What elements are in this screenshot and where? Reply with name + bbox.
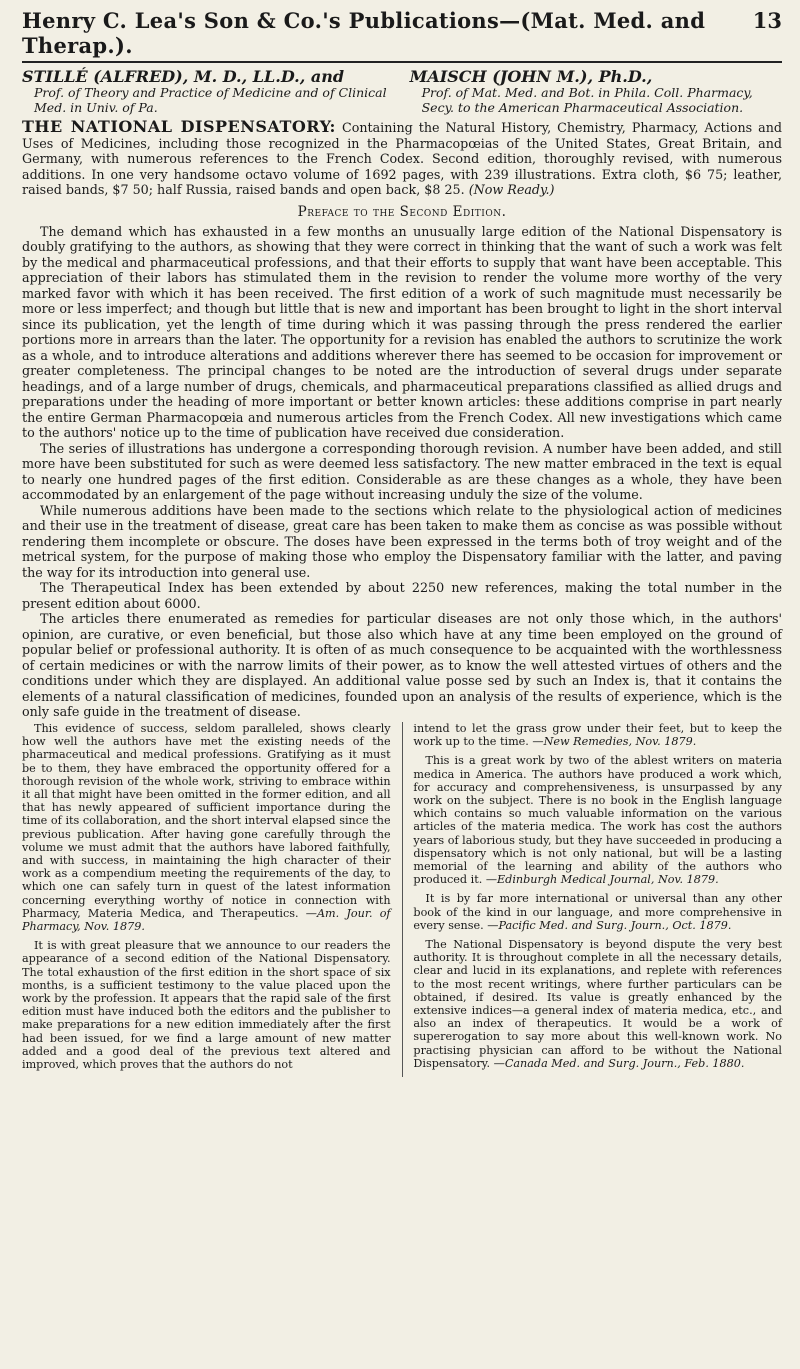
review-source: —Pacific Med. and Surg. Journ., Oct. 1879. [487,918,732,932]
author-stille [22,69,394,115]
author-credentials: Prof. of Mat. Med. and Bot. in Phila. Coll. Pharmacy, Secy. to the American Pharmaceutical Association. [421,85,753,115]
review-quote [22,939,391,1071]
author-name: MAISCH (JOHN M.), Ph.D., [409,67,653,86]
author-name: STILLÉ (ALFRED), M. D., LL.D., and [22,67,345,86]
review-quote [413,892,782,932]
preface-paragraph: While numerous additions have been made to the sections which relate to the physiological action of medicines and their use in the treatment of disease, great care has been taken to make them as concise as was possible without rendering them incomplete or obscure. The doses have been expressed in the terms both of troy weight and of the metrical system, for the purpose of making those who employ the Dispensatory familiar with the latter, and paving the way for its introduction into general use. [22,502,782,580]
preface-paragraph: The demand which has exhausted in a few months an unusually large edition of the National Dispensatory is doubly gratifying to the authors, as showing that they were correct in thinking that the want of such a work was felt by the medical and pharmaceutical professions, and that their efforts to supply that want have been acceptable. This appreciation of their labors has stimulated them in the revision to render the volume more worthy of the very marked favor with which it has been received. The first edition of a work of such magnitude must necessarily be more or less imperfect; and though but little that is new and important has been brought to light in the short interval since its publication, yet the length of time during which it was passing through the press rendered the earlier portions more in arrears than the later. The opportunity for a revision has enabled the authors to scrutinize the work as a whole, and to introduce alterations and additions wherever there has seemed to be occasion for improvement or greater completeness. The principal changes to be noted are the introduction of several drugs under separate headings, and of a large number of drugs, chemicals, and pharmaceutical preparations classified as allied drugs and preparations under the heading of more important or better known articles: these additions comprise in part nearly the entire German Pharmacopœia and numerous articles from the French Codex. All new investigations which came to the authors' notice up to the time of publication have received due consideration. [22,223,782,441]
review-text: The National Dispensatory is beyond dispute the very best authority. It is throughout complete in all the necessary details, clear and lucid in its explanations, and replete with references to the most recent writings, where further particulars can be obtained, if desired. Its value is greatly enhanced by the extensive indices—a general index of materia medica, etc., and also an index of therapeutics. It would be a work of supererogation to say more about this well-known work. No practising physician can afford to be without the National Dispensatory. [413,938,782,1070]
review-quote [413,754,782,886]
book-status: (Now Ready.) [468,182,555,198]
publisher-heading: Henry C. Lea's Son & Co.'s Publications—(Mat. Med. and Therap.). [22,8,706,58]
review-source: —Canada Med. and Surg. Journ., Feb. 1880. [493,1056,745,1070]
authors-block [22,69,782,115]
reviews-right-column [413,722,782,1077]
review-text: It is by far more international or universal than any other book of the kind in our language, and more comprehensive in every sense. [413,892,782,932]
author-credentials: Prof. of Theory and Practice of Medicine and of Clinical Med. in Univ. of Pa. [34,85,387,115]
book-listing [22,119,782,198]
column-divider [402,722,403,1077]
page-header [22,8,782,63]
page-number: 13 [752,8,782,33]
preface-paragraph: The Therapeutical Index has been extended by about 2250 new references, making the total number in the present edition about 6000. [22,580,782,611]
book-description: Containing the Natural History, Chemistry, Pharmacy, Actions and Uses of Medicines, including those recognized in the Pharmacopœias of the United States, Great Britain, and Germany, with numerous references to the French Codex. Second edition, thoroughly revised, with numerous additions. In one very handsome octavo volume of 1692 pages, with 239 illustrations. Extra cloth, $6 75; leather, raised bands, $7 50; half Russia, raised bands and open back, $8 25. [22,120,782,198]
reviews-columns [22,722,782,1077]
reviews-left-column [22,722,391,1077]
review-quote [413,722,782,748]
review-text: It is with great pleasure that we announce to our readers the appearance of a second edition of the National Dispensatory. The total exhaustion of the first edition in the short space of six months, is a sufficient testimony to the value placed upon the work by the profession. It appears that the rapid sale of the first edition must have induced both the editors and the publisher to make preparations for a new edition immediately after the first had been issued, for we find a large amount of new matter added and a good deal of the previous text altered and improved, which proves that the authors do not [22,939,391,1072]
review-quote [22,722,391,933]
review-text: This is a great work by two of the ablest writers on materia medica in America. The authors have produced a work which, for accuracy and comprehensiveness, is unsurpassed by any work on the subject. There is no book in the English language which contains so much valuable information on the various articles of the materia medica. The work has cost the authors years of laborious study, but they have succeeded in producing a dispensatory which is not only national, but will be a lasting memorial of the learning and ability of the authors who produced it. [413,754,782,887]
review-source: —Am. Jour. of Pharmacy, Nov. 1879. [22,906,391,934]
preface-paragraph: The series of illustrations has undergone a corresponding thorough revision. A number have been added, and still more have been substituted for such as were deemed less satisfactory. The new matter embraced in the text is equal to nearly one hundred pages of the first edition. Considerable as are these changes as a whole, they have been accommodated by an enlargement of the page without increasing unduly the size of the volume. [22,440,782,503]
review-quote [413,938,782,1070]
preface-body [22,224,782,720]
review-text: This evidence of success, seldom paralleled, shows clearly how well the authors have met the existing needs of the pharmaceutical and medical professions. Gratifying as it must be to them, they have embraced the opportunity offered for a thorough revision of the whole work, striving to embrace within it all that might have been omitted in the former edition, and all that has newly appeared of sufficient importance during the time of its collaboration, and the short interval elapsed since the previous publication. After having gone carefully through the volume we must admit that the authors have labored faithfully, and with success, in maintaining the high character of their work as a compendium meeting the requirements of the day, to which one can safely turn in quest of the latest information concerning everything worthy of notice in connection with Pharmacy, Materia Medica, and Therapeutics. [22,721,391,920]
review-source: —Edinburgh Medical Journal, Nov. 1879. [485,873,719,887]
review-text: intend to let the grass grow under their feet, but to keep the work up to the time. [413,721,782,749]
book-title: THE NATIONAL DISPENSATORY: [22,117,336,136]
preface-title: Preface to the Second Edition. [297,203,507,220]
preface-paragraph: The articles there enumerated as remedies for particular diseases are not only those which, in the authors' opinion, are curative, or even beneficial, but those also which have at any time been employed on the ground of popular belief or professional authority. It is often of as much consequence to be acquainted with the worthlessness of certain medicines or with the narrow limits of their power, as to know the well attested virtues of others and the conditions under which they are displayed. An additional value posse sed by such an Index is, that it contains the elements of a natural classification of medicines, founded upon an analysis of the results of experience, which is the only safe guide in the treatment of disease. [22,611,782,720]
author-maisch [410,69,782,115]
catalog-page [22,8,782,1077]
review-source: —New Remedies, Nov. 1879. [532,735,697,749]
